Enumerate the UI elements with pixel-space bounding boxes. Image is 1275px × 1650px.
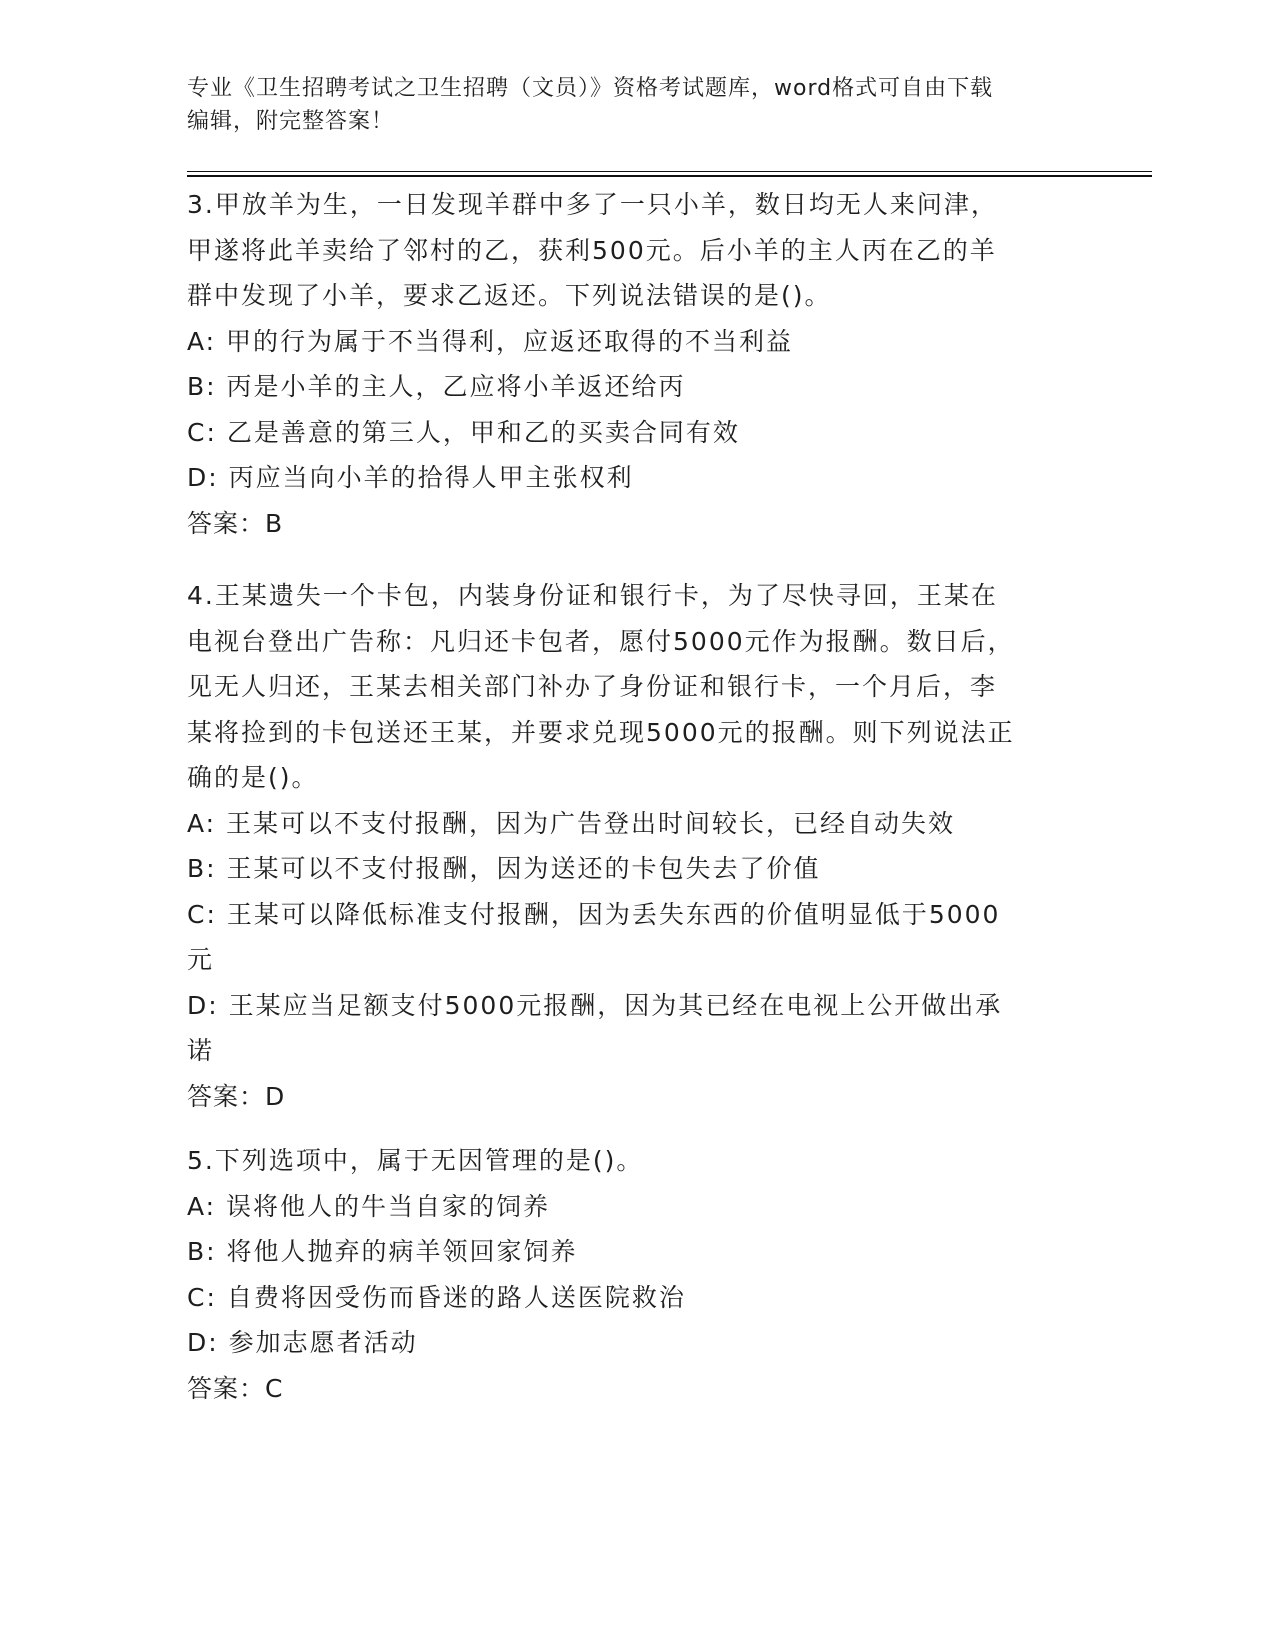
question-stem-line: 确的是()。 — [187, 763, 319, 792]
question-stem-line: 3.甲放羊为生，一日发现羊群中多了一只小羊，数日均无人来问津， — [187, 190, 998, 219]
question-stem-line: 见无人归还，王某去相关部门补办了身份证和银行卡，一个月后，李 — [187, 672, 998, 701]
question-stem-line: 某将捡到的卡包送还王某，并要求兑现5000元的报酬。则下列说法正 — [187, 717, 1015, 747]
option-c: C: 乙是善意的第三人，甲和乙的买卖合同有效 — [187, 417, 740, 447]
question-stem-line: 4.王某遗失一个卡包，内装身份证和银行卡，为了尽快寻回，王某在 — [187, 581, 998, 610]
option-a: A: 王某可以不支付报酬，因为广告登出时间较长，已经自动失效 — [187, 808, 956, 838]
question-stem-line: 5.下列选项中，属于无因管理的是()。 — [187, 1146, 644, 1175]
option-d: D: 参加志愿者活动 — [187, 1328, 418, 1357]
answer-label: 答案：C — [187, 1373, 284, 1403]
question-4 — [187, 573, 1087, 1119]
header-line-1: 专业《卫生招聘考试之卫生招聘（文员）》资格考试题库，word格式可自由下载 — [187, 76, 994, 101]
option-d: D: 丙应当向小羊的拾得人甲主张权利 — [187, 463, 634, 492]
answer-label: 答案：D — [187, 1081, 286, 1111]
document-header — [187, 72, 1087, 138]
answer-label: 答案：B — [187, 508, 284, 538]
option-c: C: 王某可以降低标准支付报酬，因为丢失东西的价值明显低于5000 — [187, 899, 1001, 929]
option-c-continued: 元 — [187, 945, 215, 974]
option-b: B: 丙是小羊的主人，乙应将小羊返还给丙 — [187, 372, 686, 401]
option-d-continued: 诺 — [187, 1036, 215, 1065]
header-divider-thick — [187, 175, 1152, 177]
question-stem-line: 群中发现了小羊，要求乙返还。下列说法错误的是()。 — [187, 281, 832, 310]
option-d: D: 王某应当足额支付5000元报酬，因为其已经在电视上公开做出承 — [187, 990, 1003, 1020]
option-b: B: 将他人抛弃的病羊领回家饲养 — [187, 1237, 578, 1266]
option-c: C: 自费将因受伤而昏迷的路人送医院救治 — [187, 1282, 686, 1312]
question-3 — [187, 182, 1087, 546]
question-5 — [187, 1138, 1087, 1411]
question-stem-line: 电视台登出广告称：凡归还卡包者，愿付5000元作为报酬。数日后， — [187, 626, 1015, 656]
option-a: A: 误将他人的牛当自家的饲养 — [187, 1191, 551, 1221]
header-divider-thin — [187, 171, 1152, 172]
header-line-2: 编辑，附完整答案！ — [187, 109, 395, 134]
option-a: A: 甲的行为属于不当得利，应返还取得的不当利益 — [187, 326, 794, 356]
question-stem-line: 甲遂将此羊卖给了邻村的乙，获利500元。后小羊的主人丙在乙的羊 — [187, 235, 997, 265]
option-b: B: 王某可以不支付报酬，因为送还的卡包失去了价值 — [187, 854, 821, 883]
